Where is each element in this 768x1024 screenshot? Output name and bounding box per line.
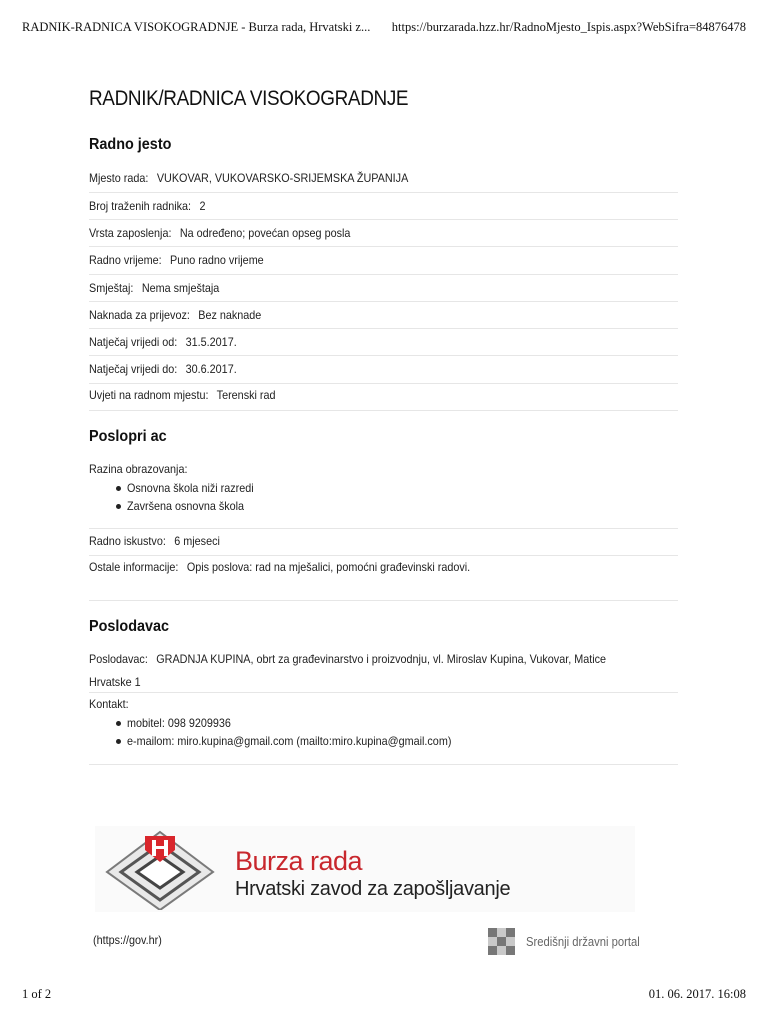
print-datetime: 01. 06. 2017. 16:08 [648,987,746,1001]
portal-label: Središnji državni portal [526,935,640,949]
page-number: 1 of 2 [22,987,52,1001]
field-value: Opis poslova: rad na mješalici, pomoćni građevinski radovi. [186,560,471,574]
print-header-title: RADNIK-RADNICA VISOKOGRADNJE - Burza rada, Hrvatski z... [22,20,371,34]
hzz-logo-icon [105,830,215,910]
field-label: Mjesto rada: [89,171,149,185]
bullet-icon [116,721,121,726]
field-row-naknada-prijevoz [89,302,678,329]
field-row-radno-iskustvo [89,529,678,556]
contact-block [89,694,678,750]
checkerboard-icon [488,928,516,956]
field-row-broj-radnika [89,193,678,220]
field-value: Nema smještaja [141,281,220,295]
field-row-radno-vrijeme [89,247,678,275]
page-title: RADNIK/RADNICA VISOKOGRADNJE [89,86,409,110]
list-item: Osnovna škola niži razredi [127,479,678,497]
divider [89,764,678,765]
field-label: Radno vrijeme: [89,253,162,267]
field-value: 6 mjeseci [174,534,220,548]
field-label: Vrsta zaposlenja: [89,226,172,240]
field-label: Ostale informacije: [89,560,179,574]
burza-rada-banner[interactable] [95,826,635,912]
contact-list [89,714,678,750]
field-label: Natječaj vrijedi od: [89,335,178,349]
field-value: VUKOVAR, VUKOVARSKO-SRIJEMSKA ŽUPANIJA [156,171,409,185]
section-heading-poslodavac: Poslodavac [89,618,170,635]
field-label: Uvjeti na radnom mjestu: [89,388,209,402]
field-row-smjestaj [89,275,678,302]
list-item: Završena osnovna škola [127,497,678,515]
field-row-poslodavac [89,648,678,693]
sredisnji-drzavni-portal-link[interactable] [486,928,666,958]
field-value: Puno radno vrijeme [170,253,264,267]
field-row-vrijedi-do [89,356,678,384]
field-row-vrsta-zaposlenja [89,220,678,247]
field-row-vrijedi-od [89,329,678,356]
field-value-continued: Hrvatske 1 [89,675,141,689]
field-value: Bez naknade [198,308,262,322]
field-row-uvjeti [89,384,678,411]
field-value: 30.6.2017. [185,362,237,376]
banner-subtitle: Hrvatski zavod za zapošljavanje [235,878,511,900]
field-value: GRADNJA KUPINA, obrt za građevinarstvo i proizvodnju, vl. Miroslav Kupina, Vukovar, Matice [156,652,607,666]
print-footer [22,987,746,1005]
field-label: Smještaj: [89,281,134,295]
section-heading-posloprimac: Poslopri ac [89,428,167,445]
education-list [89,479,678,515]
field-value: Terenski rad [216,388,276,402]
field-row-ostale-informacije [89,556,678,601]
field-value: Na određeno; povećan opseg posla [179,226,351,240]
bullet-icon [116,739,121,744]
contact-label: Kontakt: [89,697,129,711]
field-label: Broj traženih radnika: [89,199,192,213]
bullet-icon [116,504,121,509]
field-value: 31.5.2017. [185,335,237,349]
print-header [22,20,746,38]
email-link[interactable]: e-mailom: miro.kupina@gmail.com (mailto:miro.kupina@gmail.com) [127,734,452,748]
field-row-mjesto-rada [89,165,678,193]
field-label: Radno iskustvo: [89,534,166,548]
field-value: 2 [199,199,206,213]
gov-hr-link[interactable]: (https://gov.hr) [93,933,162,947]
print-header-url: https://burzarada.hzz.hr/RadnoMjesto_Ispis.aspx?WebSifra=84876478 [391,20,746,34]
field-label: Natječaj vrijedi do: [89,362,178,376]
bullet-icon [116,486,121,491]
list-item[interactable] [127,732,678,750]
banner-title: Burza rada [235,846,363,876]
section-heading-radno-mjesto: Radno jesto [89,136,172,153]
field-label: Naknada za prijevoz: [89,308,190,322]
list-item: mobitel: 098 9209936 [127,714,678,732]
education-block [89,459,678,515]
education-label: Razina obrazovanja: [89,462,188,476]
field-label: Poslodavac: [89,652,148,666]
